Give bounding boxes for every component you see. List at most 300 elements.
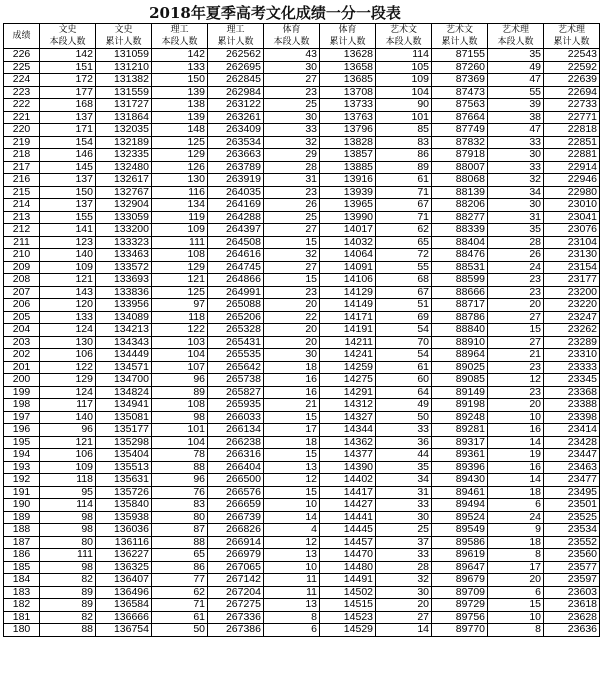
- table-cell: 116: [152, 186, 208, 199]
- table-cell: 87832: [432, 136, 488, 149]
- table-cell: 30: [376, 586, 432, 599]
- column-header-line2: 累计人数: [105, 37, 142, 47]
- table-cell: 23414: [544, 424, 600, 437]
- column-header-line1: 艺术文: [389, 25, 417, 35]
- table-row: [4, 161, 600, 174]
- table-cell: 33: [488, 136, 544, 149]
- table-cell: 104: [152, 349, 208, 362]
- table-cell: 131059: [96, 49, 152, 62]
- table-cell: 263789: [208, 161, 264, 174]
- table-cell: 119: [152, 211, 208, 224]
- table-cell: 12: [264, 474, 320, 487]
- table-cell: 23: [488, 286, 544, 299]
- table-cell: 88206: [432, 199, 488, 212]
- score-cell: 187: [4, 536, 40, 549]
- table-cell: 88: [152, 536, 208, 549]
- score-cell: 213: [4, 211, 40, 224]
- table-cell: 20: [488, 574, 544, 587]
- table-cell: 14362: [320, 436, 376, 449]
- table-cell: 263663: [208, 149, 264, 162]
- table-cell: 95: [40, 486, 96, 499]
- table-cell: 155: [40, 211, 96, 224]
- table-cell: 118: [152, 311, 208, 324]
- table-cell: 78: [152, 449, 208, 462]
- table-cell: 62: [152, 586, 208, 599]
- table-cell: 264288: [208, 211, 264, 224]
- table-cell: 22881: [544, 149, 600, 162]
- table-cell: 264035: [208, 186, 264, 199]
- table-cell: 16: [488, 424, 544, 437]
- table-cell: 126: [152, 161, 208, 174]
- table-cell: 23477: [544, 474, 600, 487]
- table-cell: 89430: [432, 474, 488, 487]
- table-cell: 14445: [320, 524, 376, 537]
- table-cell: 130: [40, 336, 96, 349]
- table-cell: 168: [40, 99, 96, 112]
- table-cell: 22694: [544, 86, 600, 99]
- table-cell: 23: [264, 286, 320, 299]
- table-cell: 23495: [544, 486, 600, 499]
- score-cell: 208: [4, 274, 40, 287]
- table-cell: 22771: [544, 111, 600, 124]
- table-row: [4, 186, 600, 199]
- table-cell: 23636: [544, 624, 600, 637]
- table-cell: 17: [264, 424, 320, 437]
- table-cell: 14523: [320, 611, 376, 624]
- table-cell: 14032: [320, 236, 376, 249]
- table-cell: 6: [488, 586, 544, 599]
- table-cell: 89647: [432, 561, 488, 574]
- table-cell: 88007: [432, 161, 488, 174]
- table-cell: 27: [376, 611, 432, 624]
- table-cell: 23603: [544, 586, 600, 599]
- table-cell: 14529: [320, 624, 376, 637]
- table-cell: 135840: [96, 499, 152, 512]
- table-cell: 262562: [208, 49, 264, 62]
- score-cell: 203: [4, 336, 40, 349]
- table-cell: 23552: [544, 536, 600, 549]
- table-cell: 98: [40, 511, 96, 524]
- table-cell: 264745: [208, 261, 264, 274]
- table-cell: 22818: [544, 124, 600, 137]
- table-cell: 132904: [96, 199, 152, 212]
- table-cell: 13916: [320, 174, 376, 187]
- table-cell: 39: [488, 99, 544, 112]
- table-row: [4, 536, 600, 549]
- score-cell: 191: [4, 486, 40, 499]
- table-cell: 14241: [320, 349, 376, 362]
- table-cell: 28: [264, 161, 320, 174]
- table-cell: 133693: [96, 274, 152, 287]
- table-cell: 105: [376, 61, 432, 74]
- table-row: [4, 511, 600, 524]
- table-cell: 16: [488, 461, 544, 474]
- table-cell: 151: [40, 61, 96, 74]
- table-cell: 51: [376, 299, 432, 312]
- table-cell: 267204: [208, 586, 264, 599]
- table-cell: 87749: [432, 124, 488, 137]
- column-header-line2: 累计人数: [441, 37, 478, 47]
- table-cell: 88476: [432, 249, 488, 262]
- table-cell: 89025: [432, 361, 488, 374]
- table-cell: 15: [488, 324, 544, 337]
- table-cell: 89494: [432, 499, 488, 512]
- table-cell: 266033: [208, 411, 264, 424]
- table-cell: 89770: [432, 624, 488, 637]
- table-cell: 89149: [432, 386, 488, 399]
- table-row: [4, 561, 600, 574]
- score-cell: 215: [4, 186, 40, 199]
- table-cell: 23247: [544, 311, 600, 324]
- table-cell: 14017: [320, 224, 376, 237]
- table-cell: 14064: [320, 249, 376, 262]
- table-cell: 23534: [544, 524, 600, 537]
- table-cell: 27: [488, 336, 544, 349]
- table-row: [4, 424, 600, 437]
- table-cell: 44: [376, 449, 432, 462]
- table-cell: 15: [488, 599, 544, 612]
- table-cell: 137: [40, 174, 96, 187]
- table-cell: 88139: [432, 186, 488, 199]
- table-row: [4, 361, 600, 374]
- column-header: [320, 24, 376, 49]
- table-cell: 171: [40, 124, 96, 137]
- table-cell: 89: [152, 386, 208, 399]
- table-cell: 14191: [320, 324, 376, 337]
- table-row: [4, 274, 600, 287]
- table-cell: 133200: [96, 224, 152, 237]
- table-cell: 90: [376, 99, 432, 112]
- table-cell: 265738: [208, 374, 264, 387]
- table-cell: 14: [488, 474, 544, 487]
- table-cell: 30: [264, 349, 320, 362]
- table-cell: 123: [40, 236, 96, 249]
- table-cell: 22733: [544, 99, 600, 112]
- table-cell: 14417: [320, 486, 376, 499]
- table-cell: 13: [264, 461, 320, 474]
- table-cell: 21: [264, 399, 320, 412]
- table-cell: 98: [40, 524, 96, 537]
- table-cell: 136227: [96, 549, 152, 562]
- table-cell: 264616: [208, 249, 264, 262]
- table-cell: 131210: [96, 61, 152, 74]
- table-cell: 15: [264, 274, 320, 287]
- table-cell: 121: [40, 274, 96, 287]
- score-cell: 211: [4, 236, 40, 249]
- table-row: [4, 499, 600, 512]
- score-cell: 198: [4, 399, 40, 412]
- table-cell: 27: [264, 224, 320, 237]
- table-cell: 27: [488, 311, 544, 324]
- table-cell: 71: [376, 186, 432, 199]
- score-cell: 207: [4, 286, 40, 299]
- table-cell: 134449: [96, 349, 152, 362]
- table-cell: 150: [40, 186, 96, 199]
- table-cell: 88599: [432, 274, 488, 287]
- table-cell: 13628: [320, 49, 376, 62]
- score-cell: 200: [4, 374, 40, 387]
- table-cell: 139: [152, 111, 208, 124]
- column-header: [488, 24, 544, 49]
- column-header: [264, 24, 320, 49]
- score-cell: 219: [4, 136, 40, 149]
- score-cell: 183: [4, 586, 40, 599]
- table-row: [4, 174, 600, 187]
- table-cell: 10: [264, 499, 320, 512]
- table-cell: 6: [488, 499, 544, 512]
- table-cell: 89679: [432, 574, 488, 587]
- table-cell: 14106: [320, 274, 376, 287]
- table-cell: 61: [152, 611, 208, 624]
- table-cell: 132617: [96, 174, 152, 187]
- table-cell: 22980: [544, 186, 600, 199]
- table-cell: 8: [488, 549, 544, 562]
- table-cell: 20: [376, 599, 432, 612]
- table-cell: 172: [40, 74, 96, 87]
- table-cell: 89085: [432, 374, 488, 387]
- table-cell: 121: [152, 274, 208, 287]
- table-cell: 136666: [96, 611, 152, 624]
- table-row: [4, 311, 600, 324]
- table-cell: 29: [264, 149, 320, 162]
- table-cell: 89248: [432, 411, 488, 424]
- table-cell: 23310: [544, 349, 600, 362]
- score-cell: 224: [4, 74, 40, 87]
- table-cell: 133059: [96, 211, 152, 224]
- table-cell: 134824: [96, 386, 152, 399]
- table-cell: 98: [40, 561, 96, 574]
- table-cell: 101: [152, 424, 208, 437]
- score-cell: 222: [4, 99, 40, 112]
- table-cell: 264866: [208, 274, 264, 287]
- table-cell: 49: [376, 399, 432, 412]
- table-cell: 33: [376, 424, 432, 437]
- table-cell: 89756: [432, 611, 488, 624]
- score-cell: 214: [4, 199, 40, 212]
- table-cell: 14171: [320, 311, 376, 324]
- table-cell: 133836: [96, 286, 152, 299]
- table-cell: 19: [488, 449, 544, 462]
- table-cell: 87563: [432, 99, 488, 112]
- table-cell: 62: [376, 224, 432, 237]
- table-cell: 129: [152, 261, 208, 274]
- table-cell: 265642: [208, 361, 264, 374]
- table-cell: 266826: [208, 524, 264, 537]
- score-cell: 210: [4, 249, 40, 262]
- table-cell: 154: [40, 136, 96, 149]
- table-cell: 14211: [320, 336, 376, 349]
- table-cell: 61: [376, 361, 432, 374]
- column-header: [96, 24, 152, 49]
- score-cell: 195: [4, 436, 40, 449]
- table-cell: 23447: [544, 449, 600, 462]
- table-cell: 14129: [320, 286, 376, 299]
- table-cell: 134700: [96, 374, 152, 387]
- column-header-line2: 累计人数: [553, 37, 590, 47]
- table-cell: 14377: [320, 449, 376, 462]
- table-cell: 96: [152, 374, 208, 387]
- table-cell: 88910: [432, 336, 488, 349]
- column-header-line1: 理工: [226, 25, 245, 35]
- table-cell: 132189: [96, 136, 152, 149]
- table-cell: 106: [40, 449, 96, 462]
- table-row: [4, 336, 600, 349]
- table-cell: 23200: [544, 286, 600, 299]
- table-cell: 267142: [208, 574, 264, 587]
- table-cell: 35: [488, 224, 544, 237]
- table-cell: 18: [264, 361, 320, 374]
- table-cell: 133323: [96, 236, 152, 249]
- table-cell: 21: [488, 349, 544, 362]
- table-cell: 22592: [544, 61, 600, 74]
- table-row: [4, 74, 600, 87]
- table-cell: 109: [40, 261, 96, 274]
- table-cell: 150: [152, 74, 208, 87]
- table-cell: 9: [488, 524, 544, 537]
- table-row: [4, 399, 600, 412]
- table-cell: 23463: [544, 461, 600, 474]
- table-cell: 33: [264, 124, 320, 137]
- score-cell: 205: [4, 311, 40, 324]
- table-cell: 89709: [432, 586, 488, 599]
- table-cell: 13939: [320, 186, 376, 199]
- table-cell: 31: [264, 174, 320, 187]
- table-cell: 13: [264, 599, 320, 612]
- table-cell: 14402: [320, 474, 376, 487]
- table-cell: 88404: [432, 236, 488, 249]
- table-cell: 33: [376, 499, 432, 512]
- table-cell: 134089: [96, 311, 152, 324]
- table-cell: 31: [376, 486, 432, 499]
- table-cell: 134213: [96, 324, 152, 337]
- table-row: [4, 149, 600, 162]
- table-cell: 15: [264, 449, 320, 462]
- score-cell: 218: [4, 149, 40, 162]
- score-cell: 194: [4, 449, 40, 462]
- table-cell: 135081: [96, 411, 152, 424]
- table-cell: 22639: [544, 74, 600, 87]
- page-title: 2018年夏季高考文化成绩一分一段表: [149, 4, 401, 22]
- table-cell: 89586: [432, 536, 488, 549]
- table-cell: 265535: [208, 349, 264, 362]
- table-cell: 264397: [208, 224, 264, 237]
- table-cell: 69: [376, 311, 432, 324]
- table-cell: 135726: [96, 486, 152, 499]
- table-row: [4, 386, 600, 399]
- table-cell: 80: [40, 536, 96, 549]
- column-header-line1: 体育: [282, 25, 301, 35]
- table-cell: 20: [488, 299, 544, 312]
- table-cell: 265088: [208, 299, 264, 312]
- table-cell: 264991: [208, 286, 264, 299]
- table-cell: 137: [40, 199, 96, 212]
- table-cell: 13: [264, 549, 320, 562]
- table-cell: 13965: [320, 199, 376, 212]
- table-cell: 85: [376, 124, 432, 137]
- table-cell: 142: [40, 49, 96, 62]
- table-cell: 10: [488, 611, 544, 624]
- column-header-line1: 文史: [114, 25, 133, 35]
- table-cell: 134: [152, 199, 208, 212]
- table-cell: 132767: [96, 186, 152, 199]
- table-cell: 133: [40, 311, 96, 324]
- table-cell: 25: [264, 211, 320, 224]
- table-cell: 28: [488, 236, 544, 249]
- table-cell: 67: [376, 199, 432, 212]
- table-cell: 104: [376, 86, 432, 99]
- table-cell: 54: [376, 349, 432, 362]
- table-cell: 23076: [544, 224, 600, 237]
- table-cell: 266316: [208, 449, 264, 462]
- table-cell: 121: [40, 436, 96, 449]
- table-cell: 23262: [544, 324, 600, 337]
- table-cell: 49: [488, 61, 544, 74]
- column-header-line2: 本段人数: [161, 37, 198, 47]
- table-cell: 262695: [208, 61, 264, 74]
- score-cell: 217: [4, 161, 40, 174]
- table-cell: 23398: [544, 411, 600, 424]
- table-row: [4, 199, 600, 212]
- table-row: [4, 411, 600, 424]
- score-cell: 209: [4, 261, 40, 274]
- table-cell: 139: [152, 86, 208, 99]
- table-cell: 266576: [208, 486, 264, 499]
- table-cell: 23177: [544, 274, 600, 287]
- table-body: [4, 49, 600, 637]
- table-cell: 15: [264, 236, 320, 249]
- table-cell: 262845: [208, 74, 264, 87]
- table-cell: 89: [376, 161, 432, 174]
- column-header-line1: 体育: [338, 25, 357, 35]
- table-cell: 15: [264, 486, 320, 499]
- table-cell: 22: [264, 311, 320, 324]
- table-cell: 30: [376, 511, 432, 524]
- table-cell: 72: [376, 249, 432, 262]
- table-cell: 23333: [544, 361, 600, 374]
- table-cell: 32: [376, 574, 432, 587]
- table-cell: 26: [264, 199, 320, 212]
- table-cell: 88: [40, 624, 96, 637]
- table-cell: 23501: [544, 499, 600, 512]
- table-row: [4, 374, 600, 387]
- table-cell: 32: [488, 174, 544, 187]
- score-cell: 199: [4, 386, 40, 399]
- table-cell: 88666: [432, 286, 488, 299]
- table-cell: 135177: [96, 424, 152, 437]
- table-cell: 89: [40, 599, 96, 612]
- table-cell: 14344: [320, 424, 376, 437]
- table-cell: 89729: [432, 599, 488, 612]
- column-header-line2: 成绩: [12, 31, 31, 41]
- table-row: [4, 61, 600, 74]
- table-cell: 18: [488, 536, 544, 549]
- table-cell: 14259: [320, 361, 376, 374]
- table-cell: 131382: [96, 74, 152, 87]
- table-cell: 117: [40, 399, 96, 412]
- table-cell: 142: [152, 49, 208, 62]
- table-cell: 23428: [544, 436, 600, 449]
- table-cell: 10: [264, 561, 320, 574]
- table-cell: 88068: [432, 174, 488, 187]
- table-cell: 20: [264, 324, 320, 337]
- table-cell: 80: [152, 511, 208, 524]
- table-row: [4, 611, 600, 624]
- table-cell: 14: [376, 624, 432, 637]
- table-cell: 89461: [432, 486, 488, 499]
- table-cell: 89361: [432, 449, 488, 462]
- score-cell: 188: [4, 524, 40, 537]
- table-cell: 89317: [432, 436, 488, 449]
